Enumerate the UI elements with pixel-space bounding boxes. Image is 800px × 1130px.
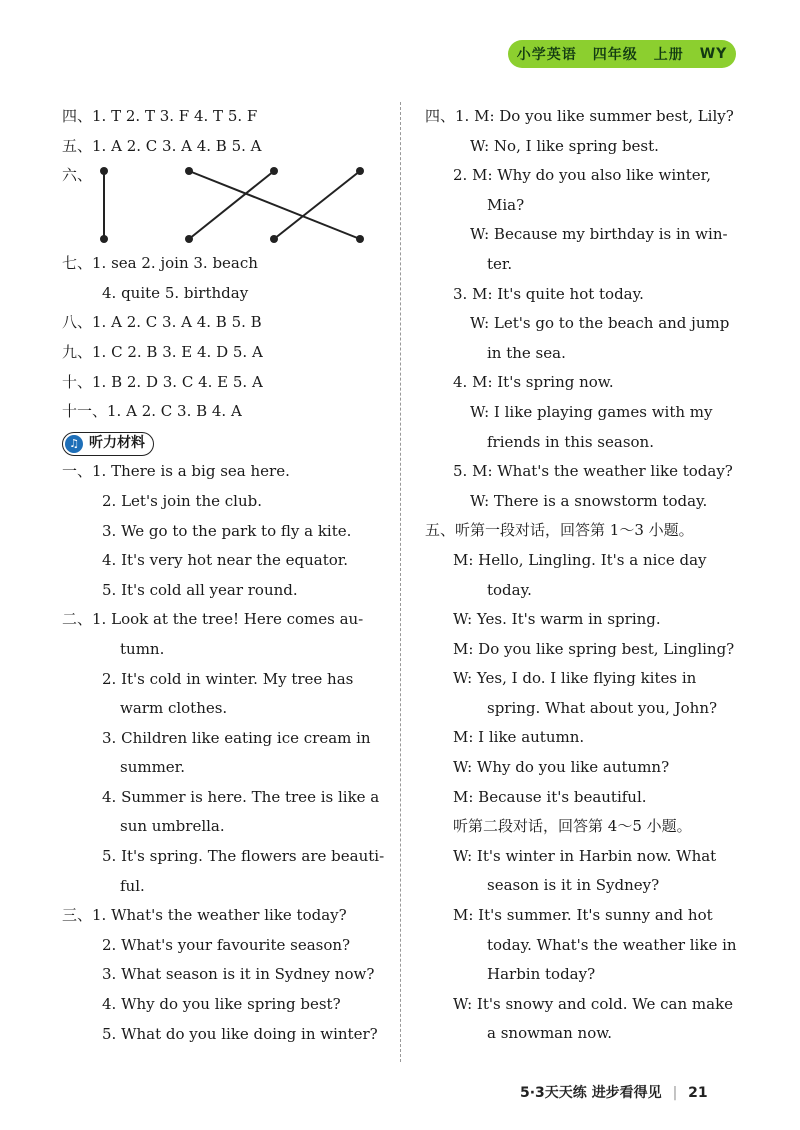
matching-lines [62,161,382,249]
listening-3-item: 2. What's your favourite season? [102,935,351,954]
footer-slogan: 进步看得见 [591,1085,662,1101]
listening-2-item: 5. It's spring. The flowers are beauti- [102,847,385,866]
match-dot [100,235,108,243]
dialogue-line: today. What's the weather like in [487,935,737,954]
dialogue-line: W: I like playing games with my [470,402,713,421]
answer-section-6-matching: 六、 [62,161,392,249]
listening-3-item: 5. What do you like doing in winter? [102,1024,378,1043]
header-subject: 小学英语 [516,47,577,63]
dialogue-line: M: It's summer. It's sunny and hot [453,906,713,925]
listening-2-cont: ful. [120,876,145,895]
listening-3-item: 3. What season is it in Sydney now? [102,965,375,984]
header-term: 上册 [653,47,684,63]
page-number: 21 [688,1085,708,1101]
dialogue-line: friends in this season. [487,432,654,451]
left-column [62,102,392,1049]
listening-2-cont: sun umbrella. [120,817,225,836]
listening-section-2: 二、1. Look at the tree! Here comes au- [62,610,364,629]
listening-2-item: 2. It's cold in winter. My tree has [102,669,354,688]
dialogue-line: Harbin today? [487,965,596,984]
listening-2-item: 3. Children like eating ice cream in [102,728,371,747]
footer-separator: | [672,1085,678,1101]
answer-section-11: 十一、1. A 2. C 3. B 4. A [62,402,242,421]
answer-section-7-line2: 4. quite 5. birthday [102,283,249,302]
dialogue-line: W: No, I like spring best. [470,136,659,155]
listening-2-cont: warm clothes. [120,699,228,718]
page-footer [520,1082,708,1102]
answer-section-7: 七、1. sea 2. join 3. beach [62,254,258,273]
answer-section-4: 四、1. T 2. T 3. F 4. T 5. F [62,107,258,125]
dialogue-line: M: Because it's beautiful. [453,787,647,806]
dialogue-line: ter. [487,254,513,273]
match-dot [356,167,364,175]
match-dot [270,235,278,243]
answer-section-10: 十、1. B 2. D 3. C 4. E 5. A [62,372,263,391]
listening-1-item: 5. It's cold all year round. [102,580,298,599]
match-dot [185,235,193,243]
listening-section-1: 一、1. There is a big sea here. [62,462,290,481]
dialogue-line: W: It's winter in Harbin now. What [453,846,717,865]
header-grade: 四年级 [592,47,638,63]
listening-1-item: 4. It's very hot near the equator. [102,551,349,570]
footer-brand: 5·3天天练 [520,1085,587,1101]
listening-section-5: 五、听第一段对话，回答第 1～3 小题。 [425,521,694,540]
column-divider [400,102,401,1062]
dialogue-line: W: Why do you like autumn? [453,758,670,777]
header-badge [508,40,736,68]
right-column [425,102,745,1049]
dialogue-line: Mia? [487,195,525,214]
header-edition: WY [699,46,728,62]
match-dot [270,167,278,175]
dialogue-line: W: Yes. It's warm in spring. [453,610,661,629]
match-dot [356,235,364,243]
match-line-3 [189,171,274,239]
listening-2-cont: tumn. [120,639,165,658]
listening-title-badge: ♫ 听力材料 [62,432,154,456]
dialogue-line: season is it in Sydney? [487,876,660,895]
match-line-4 [274,171,360,239]
dialogue-line: in the sea. [487,343,566,362]
listening-section-4: 四、1. M: Do you like summer best, Lily? [425,107,734,125]
dialogue-line: today. [487,580,532,599]
dialogue-line: M: Do you like spring best, Lingling? [453,639,735,658]
listening-2-cont: summer. [120,758,185,777]
dialogue-line: 2. M: Why do you also like winter, [453,166,711,185]
match-line-2 [189,171,360,239]
match-dot [185,167,193,175]
listening-1-item: 2. Let's join the club. [102,491,263,510]
listening-2-item: 4. Summer is here. The tree is like a [102,787,380,806]
dialogue-intro-2: 听第二段对话，回答第 4～5 小题。 [453,817,692,836]
dialogue-line: W: Let's go to the beach and jump [470,314,730,333]
listening-title-row [62,427,392,458]
dialogue-line: spring. What about you, John? [487,698,718,717]
dialogue-line: 3. M: It's quite hot today. [453,284,644,303]
answer-section-5: 五、1. A 2. C 3. A 4. B 5. A [62,136,262,155]
answer-section-9: 九、1. C 2. B 3. E 4. D 5. A [62,342,263,361]
answer-section-8: 八、1. A 2. C 3. A 4. B 5. B [62,313,262,332]
listening-section-3: 三、1. What's the weather like today? [62,906,347,925]
match-dot [100,167,108,175]
dialogue-line: a snowman now. [487,1024,613,1043]
dialogue-line: W: There is a snowstorm today. [470,491,708,510]
dialogue-line: M: I like autumn. [453,728,585,747]
dialogue-line: 4. M: It's spring now. [453,373,614,392]
dialogue-line: W: Yes, I do. I like flying kites in [453,669,697,688]
dialogue-line: W: Because my birthday is in win- [470,225,728,244]
dialogue-line: 5. M: What's the weather like today? [453,462,733,481]
listening-1-item: 3. We go to the park to fly a kite. [102,521,352,540]
dialogue-line: W: It's snowy and cold. We can make [453,994,734,1013]
headphones-icon: ♫ [65,435,83,453]
listening-3-item: 4. Why do you like spring best? [102,995,341,1014]
dialogue-line: M: Hello, Lingling. It's a nice day [453,550,707,569]
